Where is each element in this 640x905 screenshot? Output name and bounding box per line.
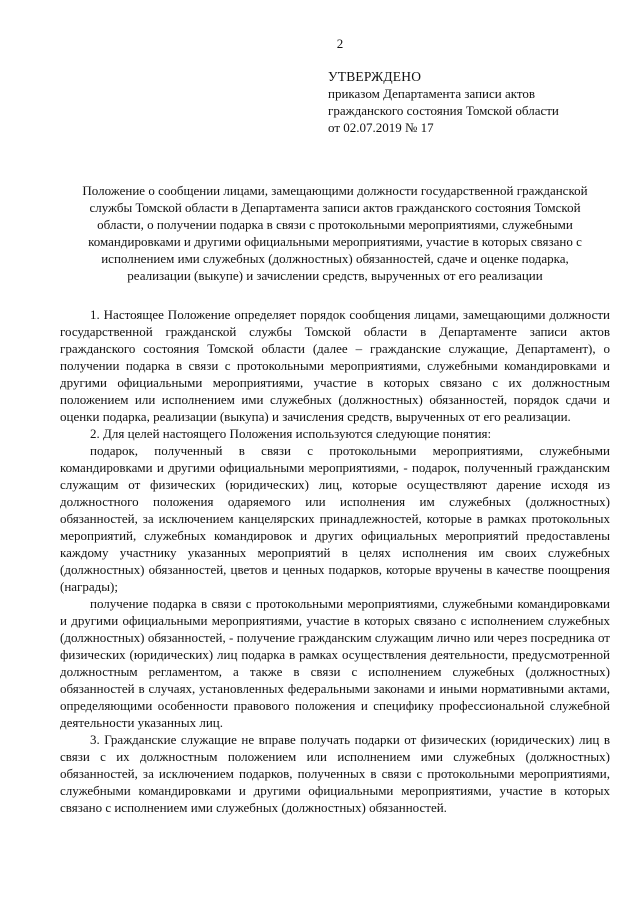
paragraph-3: 3. Гражданские служащие не вправе получать подарки от физических (юридических) лиц в связи с их должностным положением или исполнением ими служебных (должностных) обязанностей, за исключением подарков, полученных в связи с протокольными мероприятиями, служебными командировками и другими официальными мероприятиями, участие в которых связано с исполнением ими служебных (должностных) обязанностей. [60,732,610,815]
definition-receiving-gift: получение подарка в связи с протокольными мероприятиями, служебными командировками и другими официальными мероприятиями, участие в которых связано с исполнением служебных (должностных) обязанностей, - получение гражданским служащим лично или через посредника от физических (юридических) лиц подарка в рамках осуществления деятельности, предусмотренной должностным регламентом, а также в связи с исполнением служебных (должностных) обязанностей в случаях, установленных федеральными законами и иными нормативными актами, определяющими особенности правового положения и специфику профессиональной служебной деятельности указанных лиц. [60,596,610,730]
title-line: службы Томской области в Департамента записи актов гражданского состояния Томской [89,200,581,215]
approval-line: от 02.07.2019 № 17 [328,120,434,135]
title-line: Положение о сообщении лицами, замещающими должности государственной гражданской [82,183,588,198]
document-body [60,306,610,816]
paragraph-2: 2. Для целей настоящего Положения используются следующие понятия: [90,426,492,441]
title-line: командировками и другими официальными мероприятиями, участие в которых связано с [88,234,582,249]
title-line: реализации (выкупе) и зачислении средств, вырученных от его реализации [127,268,543,283]
page-number: 2 [336,36,344,51]
document-title [60,182,610,284]
approval-heading: УТВЕРЖДЕНО [328,69,422,84]
approval-stamp [328,68,610,136]
approval-line: приказом Департамента записи актов [328,86,536,101]
definition-gift: подарок, полученный в связи с протокольными мероприятиями, служебными командировками и другими официальными мероприятиями, - подарок, полученный гражданским служащим от физических (юридических) лиц, которые осуществляют дарение исходя из должностного положения одаряемого или исполнения им служебных (должностных) обязанностей, за исключением канцелярских принадлежностей, которые в рамках протокольных мероприятий, служебных командировок и других официальных мероприятий предоставлены каждому участнику указанных мероприятий в целях исполнения им своих служебных (должностных) обязанностей, цветов и ценных подарков, которые вручены в качестве поощрения (награды); [60,443,610,594]
approval-line: гражданского состояния Томской области [328,103,559,118]
paragraph-1: 1. Настоящее Положение определяет порядок сообщения лицами, замещающими должности государственной гражданской службы Томской области в Департаменте записи актов гражданского состояния Томской области (далее – гражданские служащие, Департамент), о получении подарка в связи с протокольными мероприятиями, служебными командировками и другими официальными мероприятиями, участие в которых связано с их должностным положением или исполнением ими служебных (должностных) обязанностей, порядок сдачи и оценки подарка, реализации (выкупа) и зачисления средств, вырученных от его реализации. [60,307,610,424]
title-line: исполнением ими служебных (должностных) обязанностей, сдаче и оценке подарка, [101,251,569,266]
title-line: области, о получении подарка в связи с протокольными мероприятиями, служебными [97,217,573,232]
